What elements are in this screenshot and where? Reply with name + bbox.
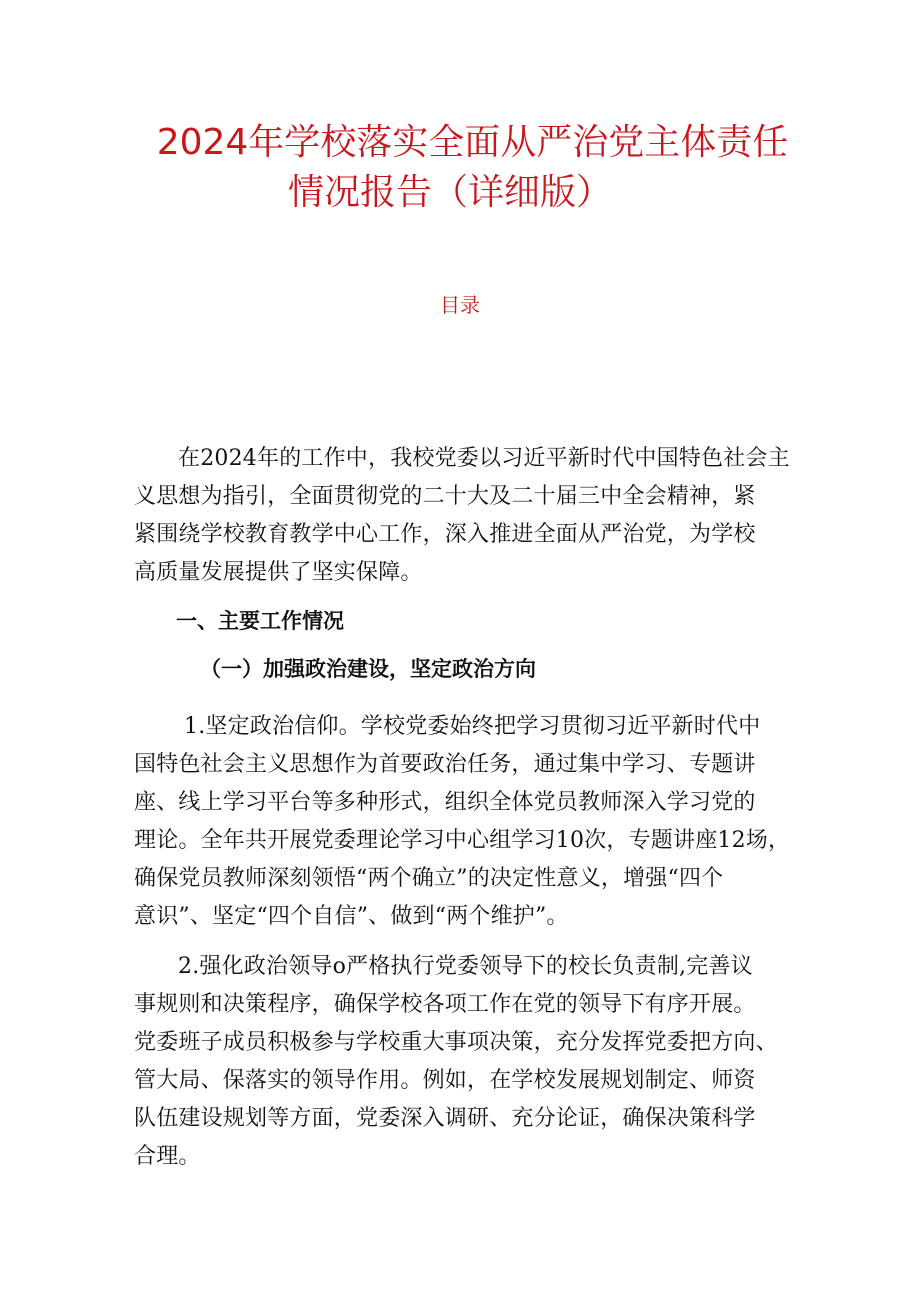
intro-line-2: 义思想为指引，全面贯彻党的二十大及二十届三中全会精神，紧	[134, 484, 756, 509]
item-2-line-3: 党委班子成员积极参与学校重大事项决策，充分发挥党委把方向、	[134, 1030, 778, 1055]
item-1-line-3: 座、线上学习平台等多种形式，组织全体党员教师深入学习党的	[134, 790, 756, 815]
item-2-line-2: 事规则和决策程序，确保学校各项工作在党的领导下有序开展。	[134, 992, 756, 1017]
item-2-paragraph	[134, 948, 794, 1176]
item-2-line-4: 管大局、保落实的领导作用。例如，在学校发展规划制定、师资	[134, 1068, 756, 1093]
intro-line-1: 在2024年的工作中，我校党委以习近平新时代中国特色社会主	[178, 446, 790, 471]
item-1-line-5: 确保党员教师深刻领悟“两个确立”的决定性意义，增强“四个	[134, 866, 724, 891]
item-2-line-5: 队伍建设规划等方面，党委深入调研、充分论证，确保决策科学	[134, 1106, 756, 1131]
subsection-heading: （一）加强政治建设，坚定政治方向	[200, 657, 536, 681]
item-2-line-6: 合理。	[134, 1144, 201, 1169]
item-1-line-6: 意识”、坚定“四个自信”、做到“两个维护”。	[134, 904, 569, 929]
item-1-line-1: 1.坚定政治信仰。学校党委始终把学习贯彻习近平新时代中	[184, 714, 761, 739]
intro-paragraph	[134, 440, 794, 592]
intro-line-3: 紧围绕学校教育教学中心工作，深入推进全面从严治党，为学校	[134, 522, 756, 547]
item-1-line-2: 国特色社会主义思想作为首要政治任务，通过集中学习、专题讲	[134, 752, 756, 777]
section-heading: 一、主要工作情况	[176, 609, 344, 633]
document-title	[120, 118, 800, 218]
intro-line-4: 高质量发展提供了坚实保障。	[134, 560, 423, 585]
document-title-line-2: 情况报告（详细版）	[288, 172, 613, 213]
document-title-line-1: 2024年学校落实全面从严治党主体责任	[156, 122, 789, 163]
item-1-line-4: 理论。全年共开展党委理论学习中心组学习10次，专题讲座12场，	[134, 828, 791, 853]
item-1-paragraph	[134, 708, 794, 936]
table-of-contents-label: 目录	[440, 293, 480, 317]
item-2-line-1: 2.强化政治领导o严格执行党委领导下的校长负责制,完善议	[178, 954, 753, 979]
